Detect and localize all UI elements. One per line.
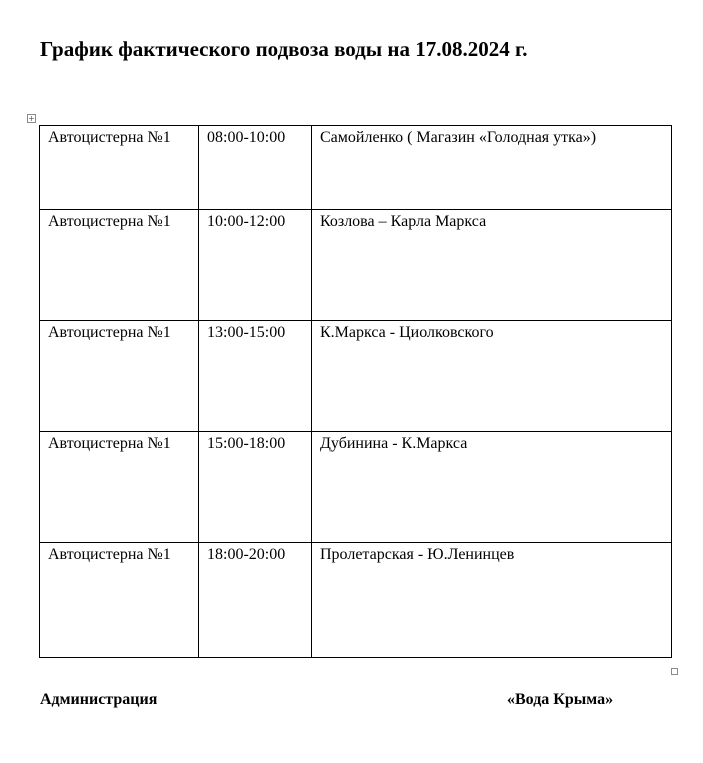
route-cell: Козлова – Карла Маркса [312,210,672,321]
table-row [40,126,672,210]
table-row [40,210,672,321]
footer-administration: Администрация [40,691,158,708]
route-cell: К.Маркса - Циолковского [312,321,672,432]
water-schedule-table [39,125,672,658]
table-resize-handle-icon[interactable] [671,668,678,675]
table-row [40,321,672,432]
table-row [40,432,672,543]
time-cell: 15:00-18:00 [199,432,312,543]
route-cell: Пролетарская - Ю.Ленинцев [312,543,672,658]
route-cell: Дубинина - К.Маркса [312,432,672,543]
vehicle-cell: Автоцистерна №1 [40,432,199,543]
time-cell: 18:00-20:00 [199,543,312,658]
route-cell: Самойленко ( Магазин «Голодная утка») [312,126,672,210]
time-cell: 13:00-15:00 [199,321,312,432]
time-cell: 10:00-12:00 [199,210,312,321]
vehicle-cell: Автоцистерна №1 [40,126,199,210]
vehicle-cell: Автоцистерна №1 [40,321,199,432]
vehicle-cell: Автоцистерна №1 [40,543,199,658]
table-move-handle-icon[interactable]: + [28,114,35,123]
time-cell: 08:00-10:00 [199,126,312,210]
footer-organization: «Вода Крыма» [507,691,614,708]
vehicle-cell: Автоцистерна №1 [40,210,199,321]
table-row [40,543,672,658]
document-title: График фактического подвоза воды на 17.08.2024 г. [40,37,528,61]
